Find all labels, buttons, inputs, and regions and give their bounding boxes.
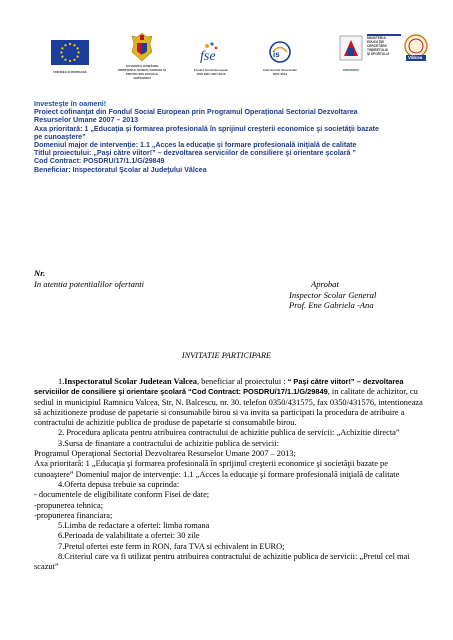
- p1-organization: Inspectoratul Scolar Judetean Valcea: [64, 377, 197, 386]
- gov-caption-2: MINISTERUL MUNCII, FAMILIEI ŞI: [118, 68, 166, 72]
- ministry-text-2: EDUCAŢIEI: [367, 40, 385, 44]
- invest-slogan: Investeşte în oameni!: [34, 100, 107, 108]
- paragraph-5: 5.Limba de redactare a ofertei: limba romana: [58, 521, 210, 531]
- header-line-6: Titlul proiectului: „Paşi către viitor!” – dezvoltarea serviciilor de consiliere şi orientare şcolară ”: [34, 149, 356, 158]
- recipient-block: [34, 268, 144, 289]
- fse-star-icon: [197, 40, 225, 64]
- header-line-1: Proiect cofinanţat din Fondul Social European prin Programul Operaţional Sectorial Dezvoltarea: [34, 108, 358, 117]
- attention-line: In atentia potentialilor ofertanti: [34, 278, 145, 289]
- fse-caption-2: POS DRU 2007-2013: [196, 72, 226, 76]
- valcea-logo: [403, 34, 429, 67]
- p1-project: “ Paşi către viitor!” – dezvoltarea serviciilor de consiliere şi orientare şcolară “Cod Contract: POSDRU/17/1.1/G/29849: [34, 377, 404, 397]
- oiposdru-logo: [338, 34, 364, 67]
- header-line-5: Domeniul major de intervenţie: 1.1 „Acces la educaţie şi formare profesională iniţială de calitate: [34, 141, 357, 150]
- structural-instruments-icon: [268, 40, 292, 64]
- gov-caption-4: AMPOSDRU: [133, 76, 151, 80]
- paragraph-4-line-1: - documentele de eligibilitate conform Fisei de date;: [34, 490, 210, 500]
- header-line-3: Axa prioritară: 1 „Educaţia şi formarea profesională în sprijinul creşterii economice şi societăţii bazate: [34, 124, 379, 133]
- gov-caption-3: PROTECŢIEI SOCIALE: [125, 72, 159, 76]
- approved-label: Aprobat: [311, 279, 339, 289]
- oiposdru-icon: [338, 34, 364, 62]
- logo-bar: [0, 28, 453, 78]
- p1-text-b: , in calitate de achizitor, cu sediul in municipiul Ramnicu Valcea, Str, N. Balcescu, nr. 30. telefon 0350/431575, fax 0350/431576, intentioneaza să achizitioneze produse de papetarie si consumabile birou si va invita sa participati la procedura de atribuire a contractului de achizitie publica de produse de papetarie si consumabile birou.: [34, 387, 423, 428]
- is-caption-1: Instrumente Structurale: [263, 68, 297, 72]
- paragraph-6: 6.Perioada de valabilitate a ofertei: 30 zile: [58, 531, 200, 541]
- paragraph-4-line-2: -propunerea tehnica;: [34, 500, 104, 510]
- paragraph-8: 8.Criteriul care va fi utilizat pentru atribuirea contractului de achizitie publica de servicii: „Pretul cel mai scazut”: [34, 552, 410, 572]
- ministry-text-3: CERCETĂRII: [367, 44, 387, 48]
- eu-flag-logo: [51, 40, 89, 70]
- paragraph-3-line-1: Programul Operaţional Sectorial Dezvoltarea Resurselor Umane 2007 – 2013;: [34, 449, 296, 459]
- approval-block: [289, 279, 376, 311]
- svg-text:fse: fse: [200, 49, 216, 64]
- ministry-text-4: TINERETULUI: [367, 48, 389, 52]
- gov-caption-1: GUVERNUL ROMÂNIEI: [125, 64, 159, 68]
- project-header: [34, 100, 419, 174]
- header-line-8: Beneficiar: Inspectoratul Şcolar al Judeţului Vâlcea: [34, 165, 207, 174]
- ministry-logo: [367, 34, 403, 56]
- header-line-4: pe cunoaştere”: [34, 132, 86, 141]
- ministry-text-5: ŞI SPORTULUI: [367, 52, 390, 56]
- inspector-title: Inspector Scolar General: [289, 289, 377, 300]
- ministry-text-1: MINISTERUL: [367, 36, 387, 40]
- nr-label: Nr.: [34, 268, 46, 278]
- eu-caption: UNIUNEA EUROPEANĂ: [53, 70, 87, 74]
- inspector-name: Prof. Ene Gabriela -Ana: [289, 300, 374, 310]
- valcea-text: Vâlcea: [408, 55, 423, 60]
- is-caption-2: 2007-2013: [272, 72, 288, 76]
- is-logo-text: is: [273, 50, 280, 59]
- instrumente-structurale-logo: [268, 40, 292, 69]
- oiposdru-caption: OIPOSDRU: [342, 68, 359, 72]
- paragraph-4-line-3: -propunerea financiara;: [34, 510, 113, 520]
- paragraph-7: 7.Pretul ofertei este ferm in RON, fara TVA si echivalent in EURO;: [58, 541, 285, 551]
- fse-caption-1: Fondul Social European: [193, 68, 229, 72]
- eu-flag-icon: [51, 40, 89, 65]
- paragraph-4: 4.Oferta depusa trebuie sa cuprinda:: [58, 479, 180, 489]
- header-line-7: Cod Contract: POSDRU/17/1.1/G/29849: [34, 157, 165, 166]
- document-title: INVITATIE PARTICIPARE: [181, 351, 272, 360]
- paragraph-3-line-2: Axa prioritară: 1 „Educaţia şi formarea profesională în sprijinul creşterii economice şi societăţii bazate pe cunoaştere” Domeniul major de intervenţie: 1.1 „Acces la educaţie şi formare profesională iniţială de calitate: [34, 459, 400, 479]
- p1-text-a: , beneficiar al proiectului :: [196, 377, 288, 386]
- coat-of-arms-icon: [131, 32, 153, 62]
- p1-number: 1.: [58, 377, 65, 386]
- fse-logo: [197, 40, 225, 69]
- romania-coat-of-arms-logo: [131, 32, 153, 67]
- paragraph-2: 2. Procedura aplicata pentru atribuirea contractului de achizitie publica de servicii: „Achizitie directa”: [58, 428, 400, 438]
- header-line-2: Resurselor Umane 2007 – 2013: [34, 116, 139, 125]
- paragraph-1: [34, 377, 424, 428]
- paragraph-3: 3.Sursa de finantare a contractului de achizitie publica de servicii:: [58, 438, 279, 448]
- invitation-body: [34, 377, 424, 573]
